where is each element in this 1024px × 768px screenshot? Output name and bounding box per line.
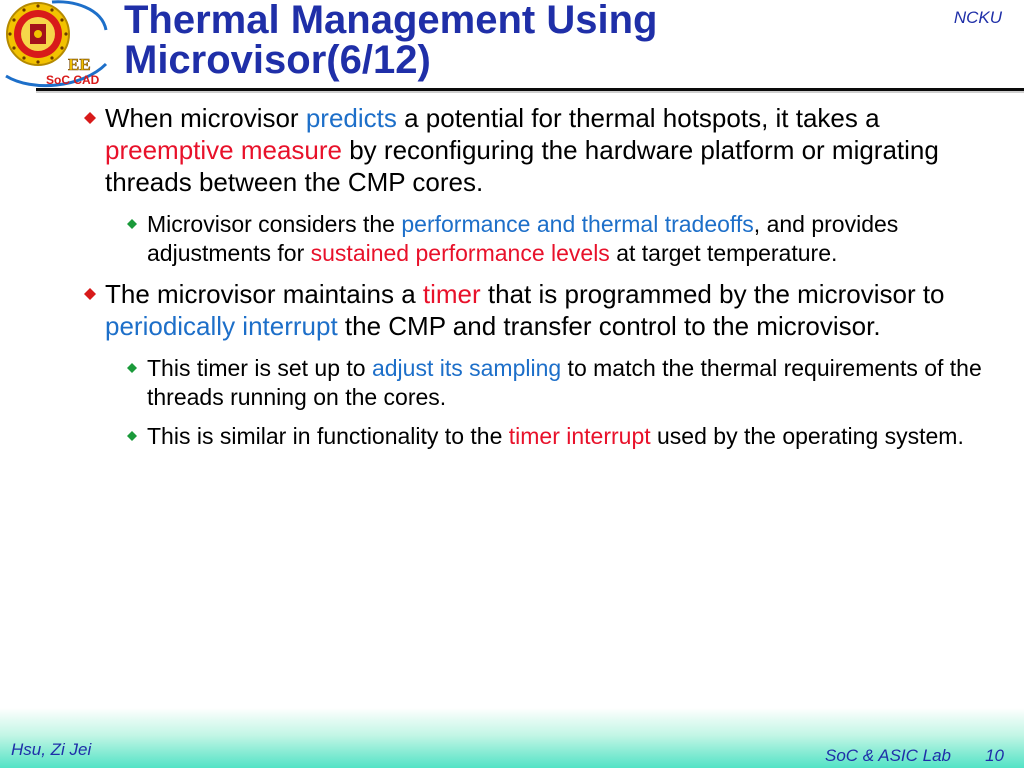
bullet-text: the CMP and transfer control to the microvisor.: [337, 311, 881, 341]
highlight-phrase: performance and thermal tradeoffs: [401, 211, 754, 237]
sub-bullet-item: [84, 422, 994, 451]
bullet-text: to match the thermal requirements of the threads running on the cores.: [147, 355, 982, 410]
bullet-text: When microvisor: [105, 103, 306, 133]
sub-bullet-item: [84, 210, 994, 268]
bullet-text: a potential for thermal hotspots, it takes a: [396, 103, 880, 133]
bullet-text: , and provides adjustments for: [147, 211, 899, 266]
bullet-text: This is similar in functionality to the: [147, 423, 509, 449]
diamond-bullet-icon: [84, 112, 96, 124]
bullet-text: This timer is set up to: [147, 355, 372, 381]
slide-title: [124, 0, 924, 80]
highlight-phrase: periodically interrupt: [105, 311, 338, 341]
slide-title-line-1: Thermal Management Using: [124, 0, 658, 42]
institution-tag: NCKU: [953, 8, 1002, 27]
logo-emblem-icon: [2, 0, 112, 92]
page-number: 10: [985, 746, 1004, 765]
emphasis-phrase: timer: [422, 279, 481, 309]
bullet-text: that is programmed by the microvisor to: [480, 279, 945, 309]
highlight-phrase: predicts: [305, 103, 397, 133]
bullet-item: [84, 278, 994, 342]
slide-title-line-2: Microvisor(6/12): [124, 38, 431, 82]
bullet-text: Microvisor considers the: [147, 211, 402, 237]
sub-bullet-item: [84, 354, 994, 412]
bullet-item: [84, 102, 994, 198]
bullet-text: used by the operating system.: [650, 423, 964, 449]
diamond-bullet-icon: [127, 219, 137, 229]
footer-lab: SoC & ASIC Lab: [825, 746, 951, 765]
emphasis-phrase: preemptive measure: [105, 135, 342, 165]
diamond-bullet-icon: [84, 288, 96, 300]
bullet-text: by reconfiguring the hardware platform or migrating threads between the CMP cores.: [105, 135, 939, 197]
svg-text:EE: EE: [68, 55, 91, 74]
ncku-ee-soc-cad-logo: [2, 0, 112, 92]
footer-author: Hsu, Zi Jei: [11, 740, 92, 759]
bullet-list: [84, 102, 994, 461]
title-rule: [36, 88, 1024, 91]
diamond-bullet-icon: [127, 431, 137, 441]
highlight-phrase: adjust its sampling: [371, 355, 562, 381]
emphasis-phrase: timer interrupt: [508, 423, 651, 449]
bullet-text: The microvisor maintains a: [105, 279, 423, 309]
svg-text:SoC CAD: SoC CAD: [46, 73, 100, 87]
emphasis-phrase: sustained performance levels: [310, 240, 610, 266]
diamond-bullet-icon: [127, 363, 137, 373]
bullet-text: at target temperature.: [609, 240, 838, 266]
